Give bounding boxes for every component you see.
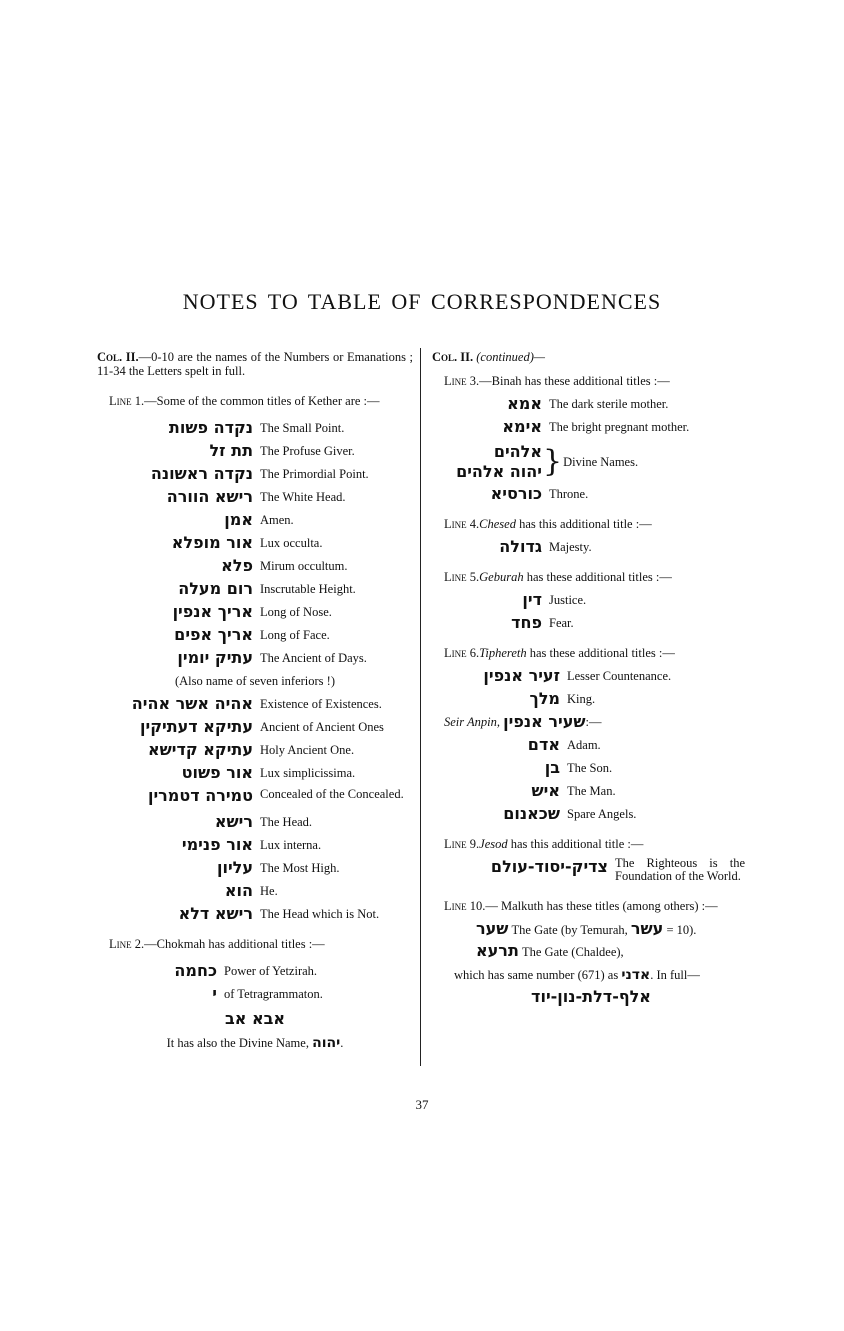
kether-titles-list-b	[97, 694, 413, 927]
line3-heading: Line 3.—Binah has these additional titles :—	[444, 374, 670, 388]
list-item: אור פשוט Lux simplicissima.	[181, 763, 356, 782]
col-header-continued: Col. II. (continued)—	[432, 350, 545, 364]
list-item: גדולה Majesty.	[499, 537, 592, 556]
brace-glyph: }	[543, 444, 563, 479]
list-item: אימא The bright pregnant mother.	[502, 417, 690, 436]
col-header: Col. II.—0-10 are the names of the Numbers or Emanations ; 11-34 the Letters spelt in full.	[97, 350, 413, 378]
list-item: כורסיא Throne.	[490, 484, 589, 503]
hebrew-abba: אבא אב	[224, 1009, 286, 1028]
line10-number-note: which has same number (671) as אדני. In full—	[454, 967, 700, 983]
list-item: י of Tetragrammaton.	[212, 984, 323, 1003]
list-item: אמן Amen.	[224, 510, 294, 529]
list-item: דין Justice.	[522, 590, 587, 609]
page-title: NOTES TO TABLE OF CORRESPONDENCES	[182, 289, 662, 314]
left-column	[97, 350, 413, 1056]
list-item: רישא The Head.	[214, 812, 313, 831]
page-number: 37	[415, 1097, 429, 1112]
list-item: איש The Man.	[531, 781, 616, 800]
list-item: עליון The Most High.	[216, 858, 340, 877]
kether-titles-list	[97, 418, 413, 671]
list-item: פחד Fear.	[511, 613, 574, 632]
list-item: כחמה Power of Yetzirah.	[174, 961, 318, 980]
line5-heading: Line 5.Geburah has these additional titles :—	[444, 570, 672, 584]
list-item: נקדה ראשונה The Primordial Point.	[150, 464, 369, 483]
line6-heading: Line 6.Tiphereth has these additional titles :—	[444, 646, 675, 660]
list-item: אדם Adam.	[527, 735, 601, 754]
list-item: שכאנום Spare Angels.	[503, 804, 637, 823]
list-item: עתיקא קדישא Holy Ancient One.	[148, 740, 355, 759]
list-item: אריך אפים Long of Face.	[174, 625, 330, 644]
list-item: רישא דלא The Head which is Not.	[178, 904, 380, 923]
seir-anpin-line: Seir Anpin, שעיר אנפין :—	[444, 712, 602, 731]
line2-heading: Line 2.—Chokmah has additional titles :—	[109, 937, 325, 951]
list-item: צדיק-יסוד-עולם The Righteous is the Foundation of the World.	[490, 856, 745, 883]
line10-heading: Line 10.— Malkuth has these titles (among others) :—	[444, 899, 718, 913]
list-item: אור מופלא Lux occulta.	[171, 533, 323, 552]
right-column	[432, 350, 750, 1008]
list-item: שער The Gate (by Temurah, עשר = 10).	[476, 919, 697, 938]
line9-heading: Line 9.Jesod has this additional title :—	[444, 837, 644, 851]
list-item: בן The Son.	[544, 758, 613, 777]
list-item: נקדה פשות The Small Point.	[168, 418, 345, 437]
list-item: טמירה דטמרין Concealed of the Concealed.	[147, 786, 404, 805]
list-item: הוא He.	[224, 881, 278, 900]
list-item: אור פנימי Lux interna.	[181, 835, 322, 854]
list-item: אריך אנפין Long of Nose.	[172, 602, 332, 621]
list-item: זעיר אנפין Lesser Countenance.	[483, 666, 672, 685]
list-item: תרעא The Gate (Chaldee),	[476, 941, 624, 960]
chokmah-titles-list	[97, 961, 413, 1007]
line2-note: It has also the Divine Name, יהוה.	[166, 1035, 344, 1051]
list-item: פלא Mirum occultum.	[221, 556, 348, 575]
list-item: אהיה אשר אהיה Existence of Existences.	[131, 694, 382, 713]
list-item: מלך King.	[529, 689, 596, 708]
list-item: רישא הוורה The White Head.	[166, 487, 346, 506]
line4-heading: Line 4.Chesed has this additional title :—	[444, 517, 652, 531]
binah-titles-list	[432, 394, 750, 440]
divine-names-group: אלהים יהוה אלהים } Divine Names.	[456, 442, 639, 481]
line10-full-spelling: אלף-דלת-נון-יוד	[531, 987, 651, 1006]
list-item: עתיק יומין The Ancient of Days.	[177, 648, 367, 667]
column-divider	[420, 348, 421, 1066]
list-item: עתיקא דעתיקין Ancient of Ancient Ones	[140, 717, 384, 736]
list-item: רום מעלה Inscrutable Height.	[178, 579, 356, 598]
list-item: תת זל The Profuse Giver.	[209, 441, 355, 460]
line1-note: (Also name of seven inferiors !)	[174, 674, 336, 688]
line1-heading: Line 1.—Some of the common titles of Kether are :—	[109, 394, 380, 408]
list-item: אמא The dark sterile mother.	[507, 394, 669, 413]
